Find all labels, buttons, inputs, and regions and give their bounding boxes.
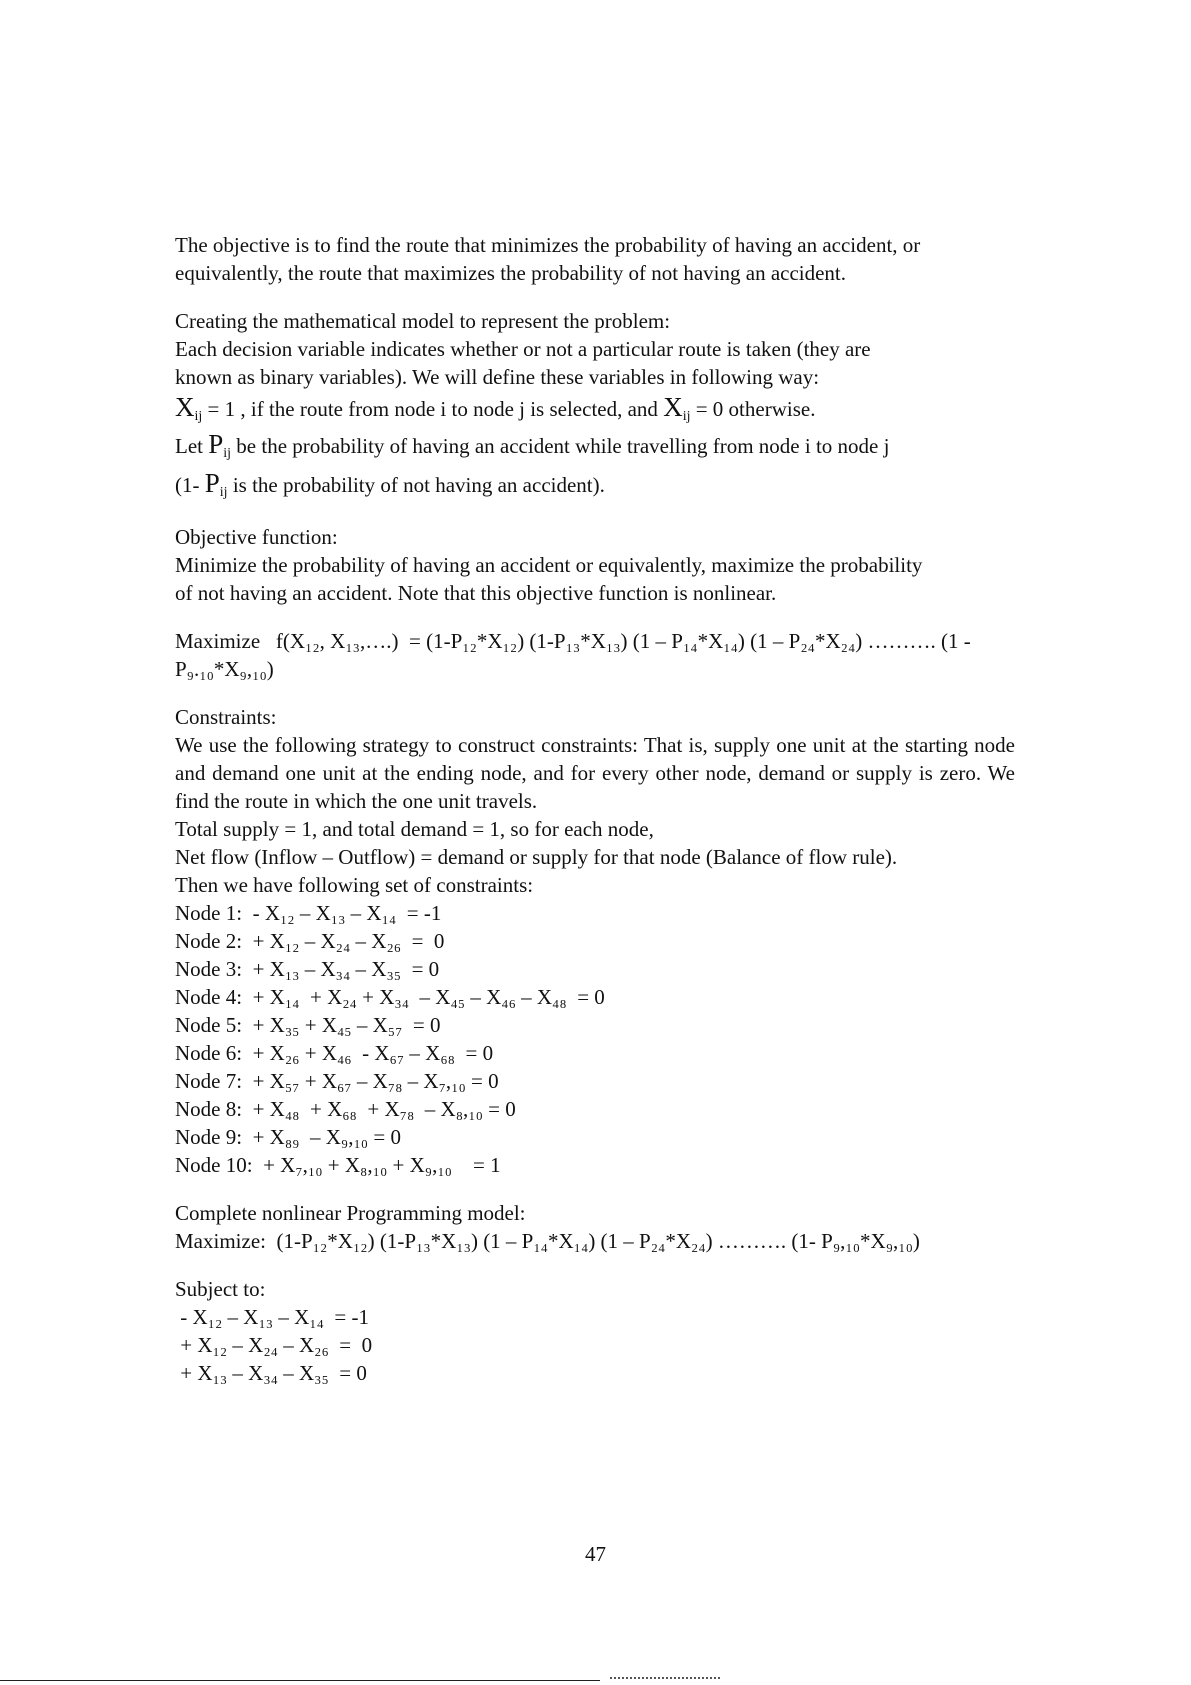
complete-model-heading: Complete nonlinear Programming model: xyxy=(175,1201,526,1225)
subject-to-row: - X₁₂ – X₁₃ – X₁₄ = -1 xyxy=(175,1305,370,1329)
node-constraint: Node 9: + X₈₉ – X₉,₁₀ = 0 xyxy=(175,1125,401,1149)
node-constraint: Node 6: + X₂₆ + X₄₆ - X₆₇ – X₆₈ = 0 xyxy=(175,1041,494,1065)
constraints-heading: Constraints: xyxy=(175,705,277,729)
x-subscript-2: ij xyxy=(682,409,691,424)
node-constraint: Node 4: + X₁₄ + X₂₄ + X₃₄ – X₄₅ – X₄₆ – X₄₈ = 0 xyxy=(175,985,605,1009)
model-line-2: known as binary variables). We will define these variables in following way: xyxy=(175,365,820,389)
node-constraint: Node 3: + X₁₃ – X₃₄ – X₃₅ = 0 xyxy=(175,957,440,981)
footer-divider xyxy=(0,1680,600,1681)
subject-to-label: Subject to: xyxy=(175,1277,266,1301)
x-subscript: ij xyxy=(194,409,203,424)
p-complement-open: (1- xyxy=(175,473,205,497)
complete-model-maximize: Maximize: (1-P₁₂*X₁₂) (1-P₁₃*X₁₃) (1 – P₁₄*X₁₄) (1 – P₂₄*X₂₄) ………. (1- P₉,₁₀*X₉,₁₀) xyxy=(175,1229,920,1253)
subject-to-row: + X₁₃ – X₃₄ – X₃₅ = 0 xyxy=(175,1361,367,1385)
objective-heading: Objective function: xyxy=(175,525,338,549)
constraints-supply-line: Total supply = 1, and total demand = 1, so for each node, xyxy=(175,817,654,841)
node-constraint: Node 5: + X₃₅ + X₄₅ – X₅₇ = 0 xyxy=(175,1013,441,1037)
maximize-equation-line-1: Maximize f(X₁₂, X₁₃,….) = (1-P₁₂*X₁₂) (1-P₁₃*X₁₃) (1 – P₁₄*X₁₄) (1 – P₂₄*X₂₄) ………. (1 - xyxy=(175,629,971,653)
page-content xyxy=(175,231,1015,1387)
node-constraint: Node 7: + X₅₇ + X₆₇ – X₇₈ – X₇,₁₀ = 0 xyxy=(175,1069,499,1093)
constraints-netflow-line: Net flow (Inflow – Outflow) = demand or supply for that node (Balance of flow rule). xyxy=(175,845,898,869)
node-constraint: Node 10: + X₇,₁₀ + X₈,₁₀ + X₉,₁₀ = 1 xyxy=(175,1153,501,1177)
p-symbol: P xyxy=(208,429,224,459)
p-complement-text: is the probability of not having an accident). xyxy=(227,473,605,497)
maximize-equation-line-2: P₉.₁₀*X₉,₁₀) xyxy=(175,657,274,681)
x-definition xyxy=(175,391,1015,425)
x-definition-text-2: = 0 otherwise. xyxy=(690,397,816,421)
subject-to-row: + X₁₂ – X₂₄ – X₂₆ = 0 xyxy=(175,1333,373,1357)
node-constraint: Node 2: + X₁₂ – X₂₄ – X₂₆ = 0 xyxy=(175,929,445,953)
footer-marks xyxy=(610,1677,720,1682)
constraints-then-line: Then we have following set of constraints: xyxy=(175,873,534,897)
p-complement xyxy=(175,465,1015,503)
model-line-1: Each decision variable indicates whether or not a particular route is taken (they are xyxy=(175,337,871,361)
node-constraint: Node 8: + X₄₈ + X₆₈ + X₇₈ – X₈,₁₀ = 0 xyxy=(175,1097,516,1121)
node-constraint: Node 1: - X₁₂ – X₁₃ – X₁₄ = -1 xyxy=(175,901,442,925)
p-subscript: ij xyxy=(223,446,232,461)
p-definition-let: Let xyxy=(175,434,209,458)
intro-line-2: equivalently, the route that maximizes the probability of not having an accident. xyxy=(175,261,847,285)
p-definition xyxy=(175,425,1015,465)
p-symbol-2: P xyxy=(204,468,220,498)
constraints-strategy-paragraph: We use the following strategy to construct constraints: That is, supply one unit at the starting node and demand one unit at the ending node, and for every other node, demand or supply is zero. We find the route in which the one unit travels. xyxy=(175,733,1015,813)
x-definition-text-1: = 1 , if the route from node i to node j is selected, and xyxy=(202,397,664,421)
x-symbol-2: X xyxy=(663,392,683,422)
model-heading: Creating the mathematical model to represent the problem: xyxy=(175,309,671,333)
x-symbol: X xyxy=(175,392,195,422)
p-definition-text: be the probability of having an accident while travelling from node i to node j xyxy=(231,434,890,458)
objective-line-2: of not having an accident. Note that this objective function is nonlinear. xyxy=(175,581,777,605)
page-number: 47 xyxy=(585,1542,606,1566)
objective-line-1: Minimize the probability of having an accident or equivalently, maximize the probability xyxy=(175,553,923,577)
p-subscript-2: ij xyxy=(219,485,228,500)
intro-line-1: The objective is to find the route that minimizes the probability of having an accident, or xyxy=(175,233,921,257)
